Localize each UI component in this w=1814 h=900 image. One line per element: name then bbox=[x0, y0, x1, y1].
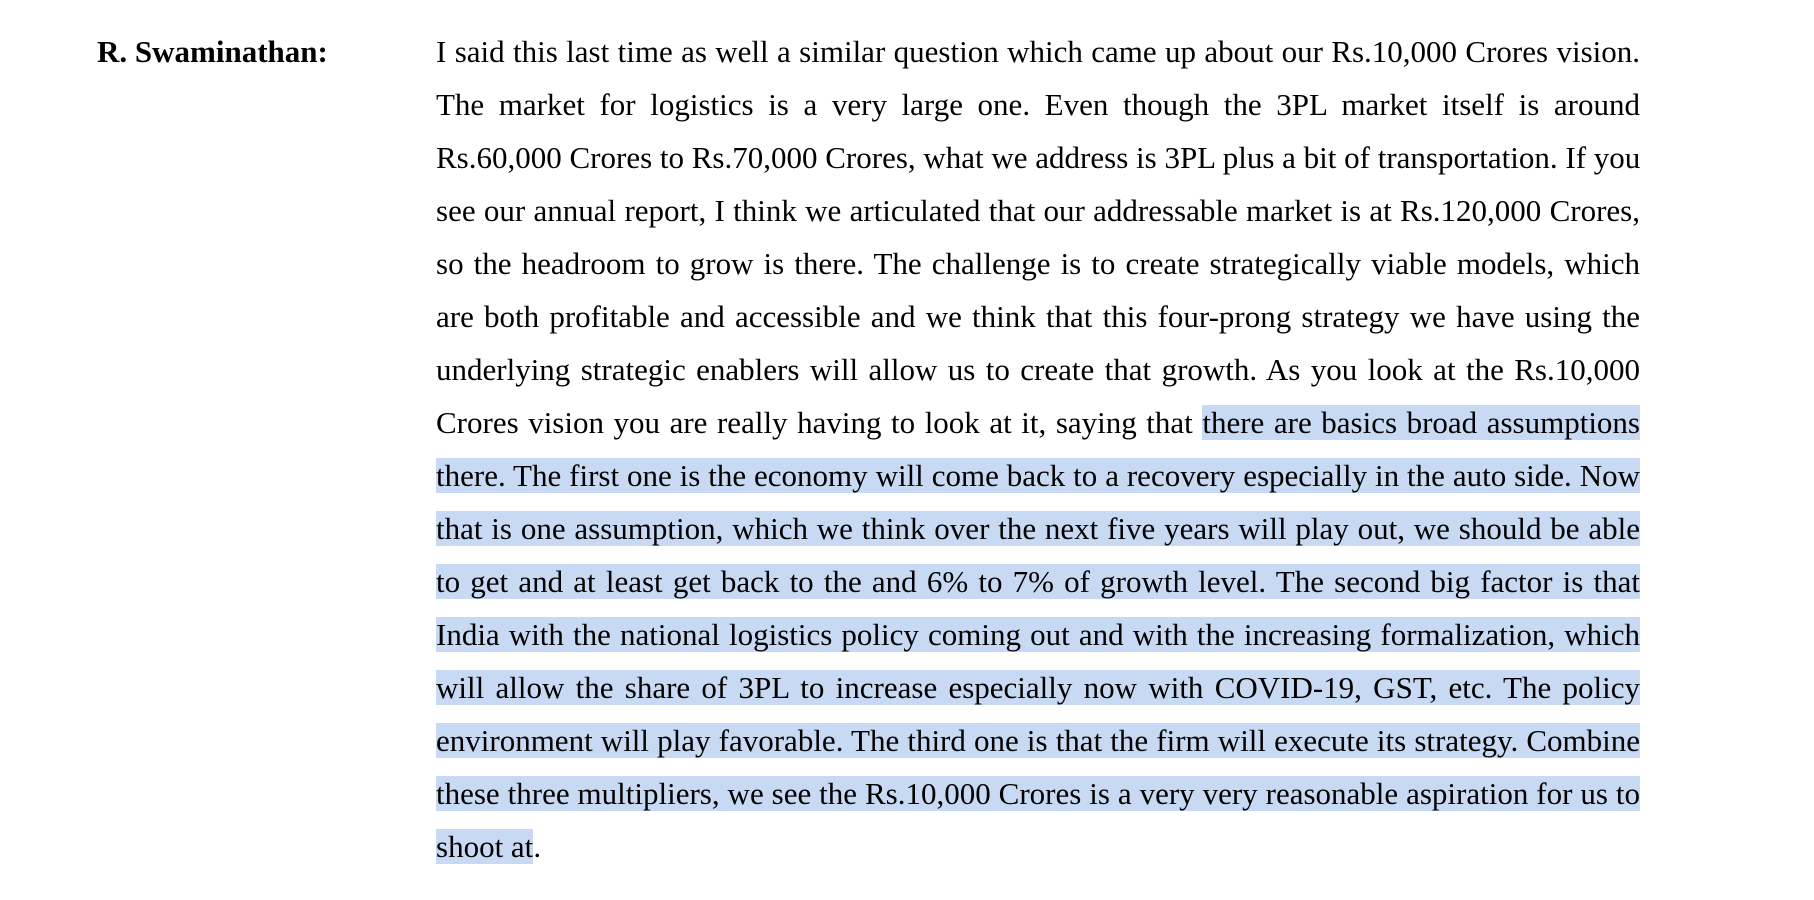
text-line bbox=[436, 825, 1640, 878]
text-line bbox=[436, 295, 1640, 348]
line-text: Crores vision you are really having to look at it, saying that bbox=[436, 405, 1203, 440]
speaker-name: R. Swaminathan: bbox=[97, 34, 328, 69]
selected-text: there. The first one is the economy will come back to a recovery especially in the auto side. Now bbox=[436, 458, 1640, 493]
line-text: I said this last time as well a similar question which came up about our Rs.10,000 Crores vision. bbox=[436, 34, 1640, 69]
line-text: are both profitable and accessible and we think that this four-prong strategy we have using the bbox=[436, 299, 1640, 334]
line-text: underlying strategic enablers will allow us to create that growth. As you look at the Rs.10,000 bbox=[436, 352, 1640, 387]
selected-text: there are basics broad assumptions bbox=[1202, 405, 1640, 440]
text-line bbox=[436, 30, 1640, 83]
line-text: so the headroom to grow is there. The challenge is to create strategically viable models, which bbox=[436, 246, 1640, 281]
text-line bbox=[436, 189, 1640, 242]
text-line bbox=[436, 83, 1640, 136]
text-line bbox=[436, 613, 1640, 666]
selected-text: shoot at bbox=[436, 829, 534, 864]
text-line bbox=[436, 348, 1640, 401]
selected-text: to get and at least get back to the and 6% to 7% of growth level. The second big factor is that bbox=[436, 564, 1640, 599]
text-line bbox=[436, 454, 1640, 507]
answer-paragraph[interactable] bbox=[436, 30, 1640, 878]
selected-text: these three multipliers, we see the Rs.10,000 Crores is a very very reasonable aspiration for us to bbox=[436, 776, 1640, 811]
text-line bbox=[436, 136, 1640, 189]
selected-text: environment will play favorable. The third one is that the firm will execute its strategy. Combine bbox=[436, 723, 1640, 758]
text-line bbox=[436, 772, 1640, 825]
text-line bbox=[436, 719, 1640, 772]
line-text: Rs.60,000 Crores to Rs.70,000 Crores, what we address is 3PL plus a bit of transportation. If you bbox=[436, 140, 1641, 175]
text-line bbox=[436, 507, 1640, 560]
line-text: The market for logistics is a very large one. Even though the 3PL market itself is around bbox=[436, 87, 1640, 122]
selected-text: that is one assumption, which we think over the next five years will play out, we should be able bbox=[436, 511, 1640, 546]
text-line bbox=[436, 401, 1640, 454]
line-tail: . bbox=[533, 829, 542, 864]
selected-text: will allow the share of 3PL to increase especially now with COVID-19, GST, etc. The policy bbox=[436, 670, 1640, 705]
text-line bbox=[436, 242, 1640, 295]
line-text: see our annual report, I think we articulated that our addressable market is at Rs.120,000 Crores, bbox=[436, 193, 1640, 228]
text-line bbox=[436, 560, 1640, 613]
text-line bbox=[436, 666, 1640, 719]
selected-text: India with the national logistics policy coming out and with the increasing formalization, which bbox=[436, 617, 1640, 652]
